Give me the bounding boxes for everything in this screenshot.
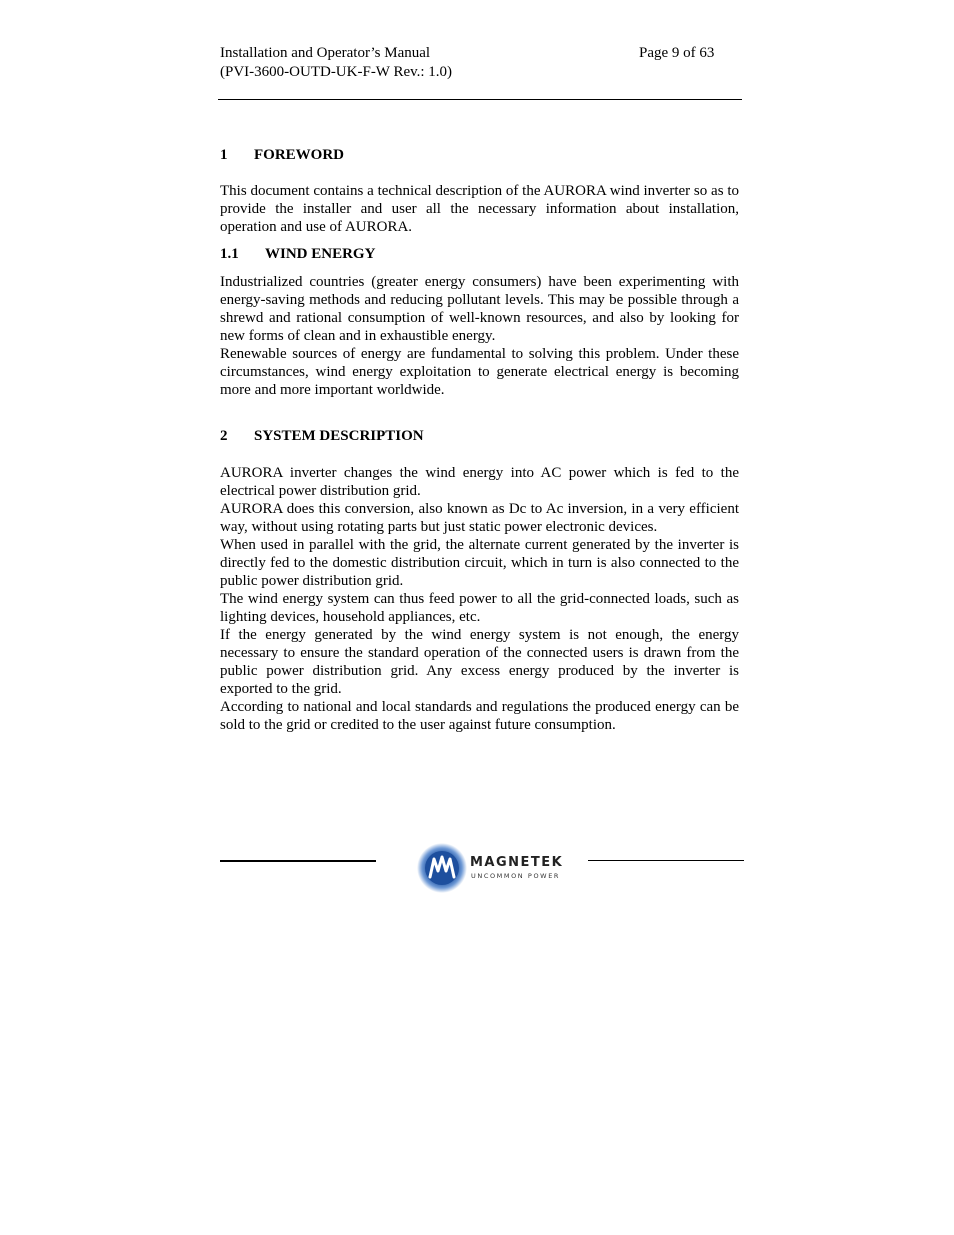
manual-title-line1: Installation and Operator’s Manual [220,45,431,61]
paragraph: This document contains a technical description of the AURORA wind inverter so as to provide the installer and user all the necessary information about installation, operation and use of AURORA. [220,183,739,235]
paragraph: The wind energy system can thus feed power to all the grid-connected loads, such as lighting devices, household appliances, etc. [220,591,739,625]
paragraph: When used in parallel with the grid, the alternate current generated by the inverter is directly fed to the domestic distribution circuit, which in turn is also connected to the public power distribution grid. [220,537,739,589]
section-heading-foreword [220,146,739,164]
magnetek-logo-icon [416,842,468,894]
paragraph: AURORA does this conversion, also known as Dc to Ac inversion, in a very efficient way, without using rotating parts but just static power electronic devices. [220,501,739,535]
paragraph: Industrialized countries (greater energy consumers) have been experimenting with energy-saving methods and reducing pollutant levels. This may be possible through a shrewd and rational consumption of well-known resources, and also by looking for new forms of clean and in exhaustible energy. [220,274,739,344]
section-number: 2 [220,428,228,444]
manual-title-line2: (PVI-3600-OUTD-UK-F-W Rev.: 1.0) [220,64,453,80]
section-title: FOREWORD [254,147,344,163]
section-number: 1 [220,147,228,163]
paragraph: AURORA inverter changes the wind energy into AC power which is fed to the electrical power distribution grid. [220,465,739,499]
page-content [220,146,739,734]
section-heading-wind-energy [220,245,739,263]
logo-tagline: UNCOMMON POWER [471,872,561,880]
footer-divider-right [588,860,744,861]
header-divider [218,99,742,100]
footer-divider-left [220,860,376,862]
logo-wordmark: MAGNETEK [470,855,564,870]
section-title: SYSTEM DESCRIPTION [254,428,424,444]
paragraph: If the energy generated by the wind energy system is not enough, the energy necessary to ensure the standard operation of the connected users is drawn from the public power distribution grid. Any excess energy produced by the inverter is exported to the grid. [220,627,739,697]
section-number: 1.1 [220,246,239,262]
paragraph: Renewable sources of energy are fundamental to solving this problem. Under these circumstances, wind energy exploitation to generate electrical energy is becoming more and more important worldwide. [220,346,739,398]
manual-title [220,44,600,82]
section-heading-system-description [220,427,739,445]
page-number: Page 9 of 63 [639,45,715,61]
paragraph: According to national and local standards and regulations the produced energy can be sold to the grid or credited to the user against future consumption. [220,699,739,733]
section-title: WIND ENERGY [265,246,376,262]
magnetek-logo [416,842,576,894]
